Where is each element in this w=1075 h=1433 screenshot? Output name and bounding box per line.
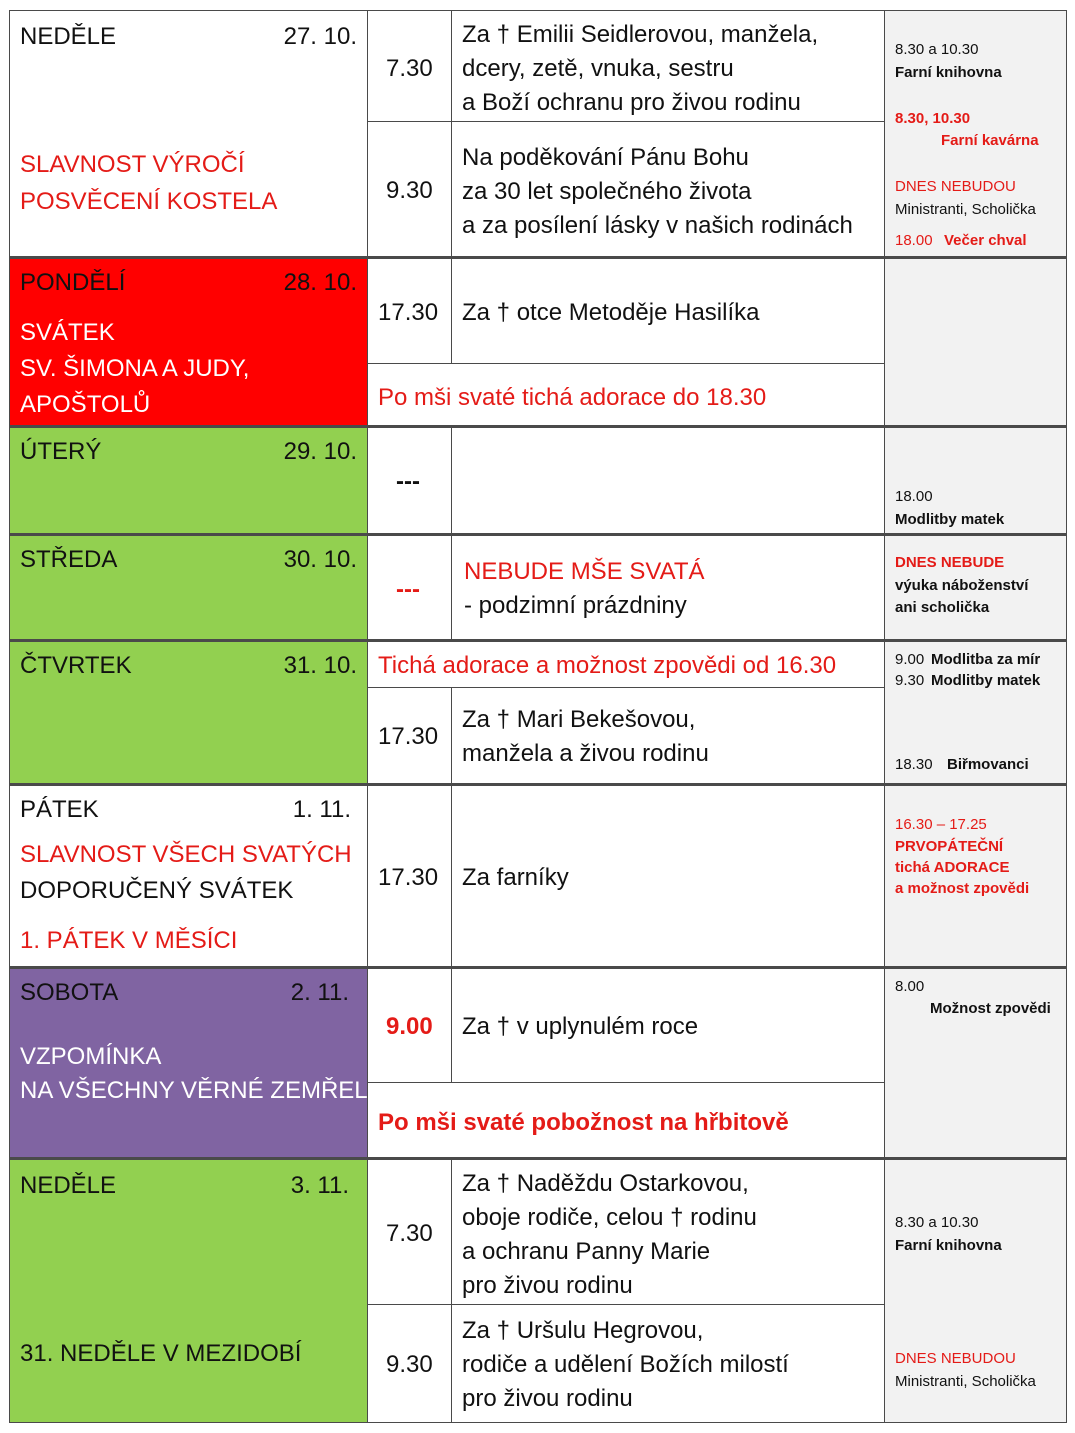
intention-line: a Boží ochranu pro živou rodinu [462, 89, 801, 116]
feast-line: SVÁTEK [20, 319, 115, 346]
side-notice: DNES NEBUDOU [895, 1350, 1016, 1367]
feast-line: POSVĚCENÍ KOSTELA [20, 188, 278, 215]
note-cell [367, 363, 885, 426]
mass-time: 17.30 [378, 864, 439, 891]
mass-time: 9.30 [386, 1351, 433, 1378]
side-activity: Biřmovanci [947, 756, 1029, 773]
side-time: 9.30 [895, 672, 925, 689]
side-activity: Modlitby matek [895, 511, 1005, 528]
side-info-cell [884, 535, 1067, 640]
intention-line: pro živou rodinu [462, 1385, 633, 1412]
day-cell-thursday [9, 641, 368, 784]
side-time: 8.30 a 10.30 [895, 1214, 979, 1231]
feast-line: 1. PÁTEK V MĚSÍCI [20, 927, 238, 954]
side-notice: tichá ADORACE [895, 859, 1010, 876]
side-time: 18.00 [895, 488, 933, 505]
side-info-cell [884, 1159, 1067, 1423]
side-activity: Farní kavárna [941, 132, 1039, 149]
side-time: 18.30 [895, 756, 933, 773]
intention-line: rodiče a udělení Božích milostí [462, 1351, 789, 1378]
intention-line: Za † Uršulu Hegrovou, [462, 1317, 704, 1344]
time-cell [367, 1159, 452, 1305]
day-cell-sunday-27 [9, 10, 368, 257]
intention-cell [451, 968, 885, 1083]
feast-line: SV. ŠIMONA A JUDY, [20, 355, 250, 382]
time-cell [367, 535, 452, 640]
side-notice: DNES NEBUDE [895, 554, 1005, 571]
side-info-cell [884, 258, 1067, 426]
day-date: 30. 10. [283, 546, 357, 573]
side-info-cell [884, 10, 1067, 257]
day-date: 29. 10. [283, 438, 357, 465]
side-notice: a možnost zpovědi [895, 880, 1030, 897]
time-cell [367, 121, 452, 257]
day-name: PÁTEK [20, 796, 99, 823]
side-time: 16.30 – 17.25 [895, 816, 987, 833]
side-info-cell [884, 427, 1067, 534]
intention-line: Za † v uplynulém roce [462, 1013, 699, 1040]
day-name: NEDĚLE [20, 1172, 117, 1199]
side-info-cell [884, 641, 1067, 784]
side-activity: Večer chval [944, 232, 1027, 249]
intention-cell [451, 535, 885, 640]
mass-time: 7.30 [386, 55, 433, 82]
intention-line: Na poděkování Pánu Bohu [462, 144, 749, 171]
day-date: 3. 11. [290, 1172, 349, 1199]
intention-line: a za posílení lásky v našich rodinách [462, 212, 853, 239]
time-cell [367, 1304, 452, 1423]
intention-line: Za † Mari Bekešovou, [462, 706, 696, 733]
side-activity: Modlitby matek [931, 672, 1041, 689]
intention-line: manžela a živou rodinu [462, 740, 709, 767]
note-text: Po mši svaté tichá adorace do 18.30 [378, 384, 767, 411]
intention-line: Za farníky [462, 864, 569, 891]
intention-line: dcery, zetě, vnuka, sestru [462, 55, 734, 82]
mass-time: 17.30 [378, 299, 439, 326]
feast-line: SLAVNOST VŠECH SVATÝCH [20, 841, 352, 868]
feast-line: APOŠTOLŮ [20, 391, 151, 418]
day-date: 2. 11. [290, 979, 349, 1006]
schedule-table [9, 10, 1067, 1423]
intention-cell [451, 258, 885, 364]
feast-line: 31. NEDĚLE V MEZIDOBÍ [20, 1340, 302, 1367]
day-cell-saturday [9, 968, 384, 1158]
day-cell-wednesday [9, 535, 368, 640]
side-time: 18.00 [895, 232, 933, 249]
note-cell [367, 641, 885, 688]
intention-line: a ochranu Panny Marie [462, 1238, 711, 1265]
day-date: 31. 10. [283, 652, 357, 679]
note-cell [367, 1082, 885, 1158]
mass-time: 9.30 [386, 177, 433, 204]
day-name: ČTVRTEK [20, 652, 132, 679]
day-cell-tuesday [9, 427, 368, 534]
side-activity: ani scholička [895, 599, 990, 616]
intention-cell [451, 1159, 885, 1305]
intention-cell [451, 1304, 885, 1423]
day-name: STŘEDA [20, 546, 118, 573]
day-cell-monday [9, 258, 368, 426]
side-activity: výuka náboženství [895, 577, 1029, 594]
intention-line: Za † otce Metoděje Hasilíka [462, 299, 760, 326]
day-name: PONDĚLÍ [20, 269, 126, 296]
day-cell-friday [9, 785, 368, 967]
side-info-cell [884, 968, 1067, 1158]
side-activity: Ministranti, Scholička [895, 1373, 1036, 1390]
side-info-cell [884, 785, 1067, 967]
side-activity: Možnost zpovědi [930, 1000, 1051, 1017]
day-cell-sunday-3 [9, 1159, 368, 1423]
time-cell [367, 785, 452, 967]
time-cell [367, 427, 452, 534]
side-activity: Farní knihovna [895, 1237, 1002, 1254]
intention-cell [451, 121, 885, 257]
day-name: NEDĚLE [20, 23, 117, 50]
feast-line: SLAVNOST VÝROČÍ [20, 151, 245, 178]
mass-time: --- [396, 468, 420, 495]
intention-line: za 30 let společného života [462, 178, 752, 205]
intention-line: Za † Emilii Seidlerovou, manžela, [462, 21, 819, 48]
time-cell [367, 968, 452, 1083]
side-notice: DNES NEBUDOU [895, 178, 1016, 195]
side-time: 9.00 [895, 651, 925, 668]
mass-time: 17.30 [378, 723, 439, 750]
time-cell [367, 10, 452, 122]
side-activity: Farní knihovna [895, 64, 1002, 81]
day-name: ÚTERÝ [20, 438, 102, 465]
side-activity: Modlitba za mír [931, 651, 1041, 668]
day-date: 27. 10. [283, 23, 357, 50]
note-text: Tichá adorace a možnost zpovědi od 16.30 [378, 652, 837, 679]
side-time: 8.30, 10.30 [895, 110, 971, 127]
side-activity: Ministranti, Scholička [895, 201, 1036, 218]
intention-cell [451, 10, 885, 122]
time-cell [367, 258, 452, 364]
note-text: Po mši svaté pobožnost na hřbitově [378, 1109, 789, 1136]
intention-line: - podzimní prázdniny [464, 592, 687, 619]
time-cell [367, 687, 452, 784]
intention-cell [451, 687, 885, 784]
intention-line: NEBUDE MŠE SVATÁ [464, 558, 705, 585]
day-name: SOBOTA [20, 979, 119, 1006]
day-date: 28. 10. [283, 269, 357, 296]
intention-cell [451, 427, 885, 534]
side-time: 8.00 [895, 978, 925, 995]
mass-time: 9.00 [386, 1013, 433, 1040]
intention-line: Za † Naděždu Ostarkovou, [462, 1170, 749, 1197]
feast-line: DOPORUČENÝ SVÁTEK [20, 877, 294, 904]
side-notice: PRVOPÁTEČNÍ [895, 838, 1004, 855]
mass-time: 7.30 [386, 1220, 433, 1247]
feast-line: VZPOMÍNKA [20, 1043, 162, 1070]
day-date: 1. 11. [292, 796, 351, 823]
side-time: 8.30 a 10.30 [895, 41, 979, 58]
intention-line: pro živou rodinu [462, 1272, 633, 1299]
intention-line: oboje rodiče, celou † rodinu [462, 1204, 757, 1231]
mass-time: --- [396, 576, 420, 603]
feast-line: NA VŠECHNY VĚRNÉ ZEMŘELÉ [20, 1077, 384, 1104]
intention-cell [451, 785, 885, 967]
